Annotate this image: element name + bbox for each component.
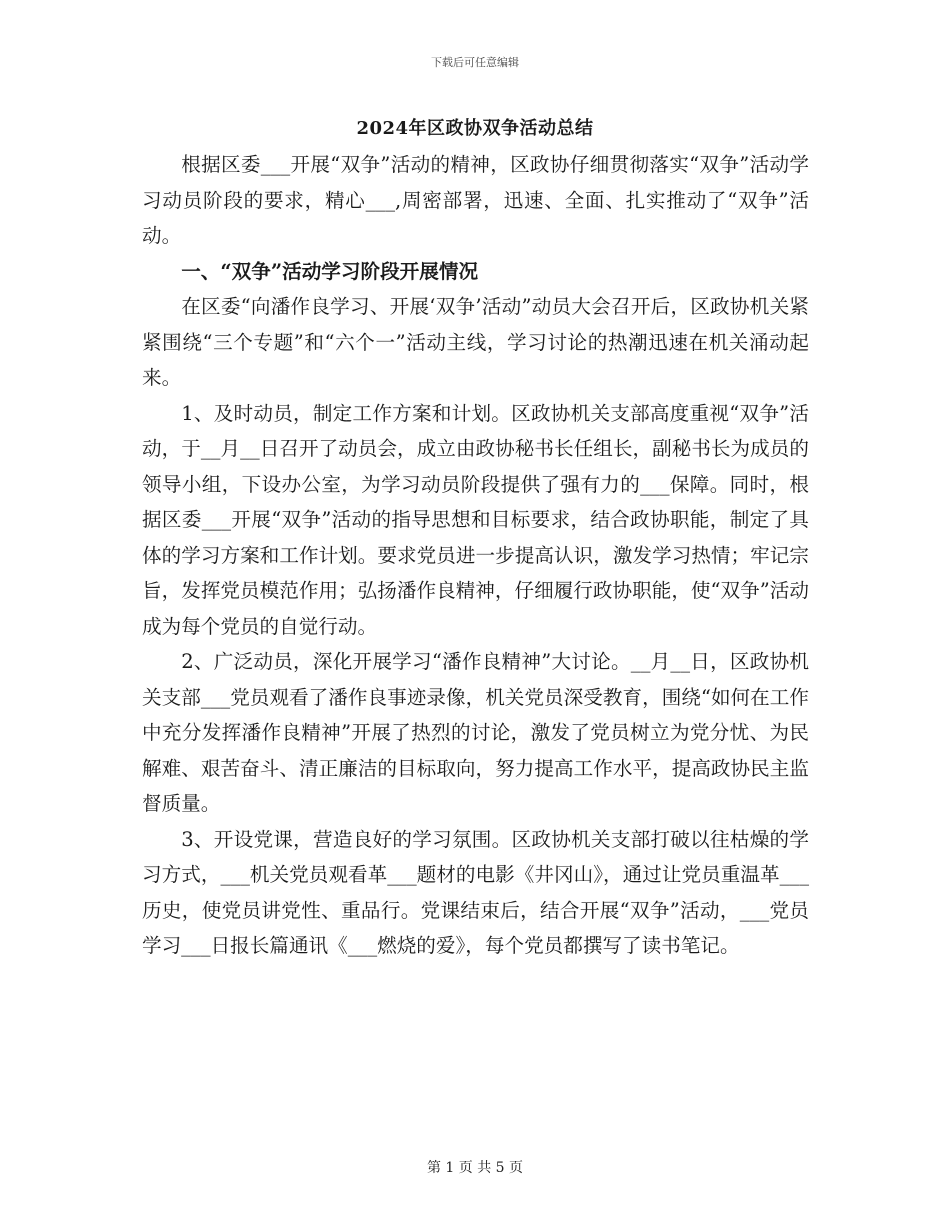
section-heading-1: 一、“双争”活动学习阶段开展情况 — [181, 259, 479, 283]
document-title: 2024年区政协双争活动总结 — [356, 118, 594, 139]
item-1-paragraph: 1、及时动员，制定工作方案和计划。区政协机关支部高度重视“双争”活动，于__月__日召开了动员会，成立由政协秘书长任组长，副秘书长为成员的领导小组，下设办公室，为学习动员阶段提供了强有力的___保障。同时，根据区委___开展“双争”活动的指导思想和目标要求，结合政协职能，制定了具体的学习方案和工作计划。要求党员进一步提高认识，激发学习热情；牢记宗旨，发挥党员模范作用；弘扬潘作良精神，仔细履行政协职能，使“双争”活动成为每个党员的自觉行动。 — [142, 401, 809, 638]
item-3-paragraph: 3、开设党课，营造良好的学习氛围。区政协机关支部打破以往枯燥的学习方式，___机关党员观看革___题材的电影《井冈山》，通过让党员重温革___历史，使党员讲党性、重品行。党课结束后，结合开展“双争”活动，___党员学习___日报长篇通讯《___燃烧的爱》，每个党员都撰写了读书笔记。 — [142, 827, 809, 957]
item-2-paragraph: 2、广泛动员，深化开展学习“潘作良精神”大讨论。__月__日，区政协机关支部___党员观看了潘作良事迹录像，机关党员深受教育，围绕“如何在工作中充分发挥潘作良精神”开展了热烈的讨论，激发了党员树立为党分忧、为民解难、艰苦奋斗、清正廉洁的目标取向，努力提高工作水平，提高政协民主监督质量。 — [142, 650, 809, 815]
header-note: 下载后可任意编辑 — [431, 56, 519, 69]
document-body — [142, 147, 809, 964]
intro-paragraph: 根据区委___开展“双争”活动的精神，区政协仔细贯彻落实“双争”活动学习动员阶段的要求，精心___,周密部署，迅速、全面、扎实推动了“双争”活动。 — [142, 153, 809, 247]
page-footer: 第 1 页 共 5 页 — [426, 1160, 524, 1176]
section-1-intro-paragraph: 在区委“向潘作良学习、开展‘双争’活动”动员大会召开后，区政协机关紧紧围绕“三个专题”和“六个一”活动主线，学习讨论的热潮迅速在机关涌动起来。 — [142, 295, 809, 389]
